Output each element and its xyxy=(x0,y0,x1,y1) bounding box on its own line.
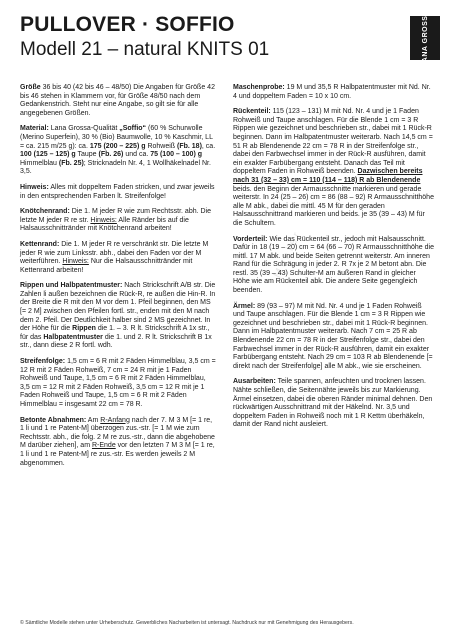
section-kettenrand xyxy=(20,241,216,275)
section-rippen xyxy=(20,282,216,351)
kettenrand-label: Kettenrand: xyxy=(20,240,60,248)
maschenprobe-text: 19 M und 35,5 R Halbpatentmuster mit Nd. Nr. 4 und doppeltem Faden = 10 x 10 cm. xyxy=(233,84,431,100)
streifenfolge-label: Streifenfolge: xyxy=(20,358,66,366)
right-column xyxy=(233,84,434,437)
material-text: ; Stricknadeln Nr. 4, 1 Wollhäkelnadel Nr. 3,5. xyxy=(20,159,211,176)
section-betonte-abnahmen xyxy=(20,417,216,469)
groesse-label: Größe xyxy=(20,84,41,91)
vorderteil-text: Wie das Rückenteil str., jedoch mit Halsausschnitt. Dafür in 18 (19 – 20) cm = 64 (66 – 70) R Armausschnitthöhe die mittl. 17 M abk. und beide Seiten getrennt weiterstr. Am inneren Rand für die Schrägung in jeder 2. R 7x je 2 M betont abn. Die restl. 35 (39 – 43) Schulter-M am äußeren Rand in gleicher Höhe wie am Rückenteil abk. Die andere Seite gegengleich beenden. xyxy=(233,235,434,295)
rippen-term: Rippen xyxy=(72,325,96,333)
rippen-label: Rippen und Halbpatentmuster: xyxy=(20,282,123,290)
section-groesse xyxy=(20,84,216,118)
betonte-abnahmen-label: Betonte Abnahmen: xyxy=(20,416,87,424)
rippen-text: die 1. und 2. R lt. Strickschrift B 1x str., dann diese 2 R fortl. wdh. xyxy=(20,333,212,350)
section-ausarbeiten xyxy=(233,378,434,430)
material-text: (60 % Schurwolle (Merino Superfein), 30 % (Bio) Baumwolle, 10 % Kaschmir, LL = ca. 215 m/25 g): ca. xyxy=(20,125,213,150)
hinweis-label: Hinweis: xyxy=(20,183,49,191)
knoetchenrand-text: Die 1. M jeder R wie zum Rechtsstr. abh. Die letzte M jeder R re str. xyxy=(20,208,211,224)
kettenrand-text: Die 1. M jeder R re verschränkt str. Die letzte M jeder R wie zum Linksstr. abh., dabei den Faden vor der M weiterführen. xyxy=(20,240,209,266)
knoetchenrand-text: Alle Ränder bis auf die Halsausschnittränder mit Knötchenrand arbeiten! xyxy=(20,216,189,233)
betonte-text: vor den letzten 7 M 3 M [= 1 re, 1 li und 1 re Patent-M] re zus.-str. Es werden jeweils 2 M abgenommen. xyxy=(20,442,215,467)
material-color: (Fb. 25) xyxy=(58,159,84,167)
copyright-footer: © Sämtliche Modelle stehen unter Urheberschutz. Gewerbliches Nacharbeiten ist untersagt. Nachdruck nur mit Genehmigung des Herausgebers. xyxy=(20,620,354,626)
section-hinweis xyxy=(20,184,216,201)
material-quality: „Soffio“ xyxy=(119,125,147,133)
material-text: , ca. xyxy=(201,142,216,150)
material-amount: 100 (125 – 125) g xyxy=(20,151,76,159)
betonte-term: R-Ende xyxy=(91,442,116,450)
rippen-text: Nach Strickschrift A/B str. Die Zahlen li außen bezeichnen die Rück-R, re außen die Hin-R. In der Breite die R mit den M vor dem 1. Pfeil beginnen, den MS [= 2 M] zwischen den Pfeilen fortl. str., enden mit den M nach dem 2. Pfeil. Der Deutlichkeit halber sind 2 MS gezeichnet. In der Höhe für die xyxy=(20,282,216,333)
betonte-text: nach der 7. M 3 M [= 1 re, 1 li und 1 re Patent-M] überzogen zus.-str. [= 1 M wie zum Rechtsstr. abh., die folg. 2 M re zus.-str., dann die abgehobene M darüber ziehen], am xyxy=(20,416,215,450)
section-knoetchenrand xyxy=(20,208,216,234)
section-material xyxy=(20,125,216,177)
groesse-text: 36 bis 40 (42 bis 46 – 48/50) Die Angaben für Größe 42 bis 46 stehen in Klammern vor, für Größe 48/50 nach dem Gedankenstrich. Steht nur eine Angabe, so gilt sie für alle angegebenen Größen. xyxy=(20,84,215,117)
section-streifenfolge xyxy=(20,358,216,410)
vorderteil-label: Vorderteil: xyxy=(233,235,268,243)
maschenprobe-label: Maschenprobe: xyxy=(233,84,285,91)
logo-text: LANA GROSSA xyxy=(421,9,429,67)
page-header xyxy=(20,9,440,76)
material-amount: 75 (100 – 100) g xyxy=(150,151,203,159)
material-text: Lana Grossa-Qualität xyxy=(48,125,120,133)
material-text: und ca. xyxy=(123,151,151,159)
material-text: Taupe xyxy=(75,151,99,159)
material-color: (Fb. 18) xyxy=(177,142,202,150)
section-aermel xyxy=(233,303,434,372)
section-maschenprobe xyxy=(233,84,434,101)
material-text: Rohweiß xyxy=(145,142,178,150)
knoetchenrand-note-label: Hinweis: xyxy=(90,216,117,224)
section-rueckenteil xyxy=(233,108,434,228)
left-column xyxy=(20,84,216,475)
streifenfolge-text: 1,5 cm = 6 R mit 2 Fäden Himmelblau, 3,5 cm = 12 R mit 2 Fäden Rohweiß, 7 cm = 24 R mit je 1 Faden Rohweiß und Taupe, 1,5 cm = 6 R mit 2 Fäden Himmelblau, 3,5 cm = 12 R mit 2 Fäden Rohweiß, 3,5 cm = 12 R mit je 1 Faden Rohweiß und Taupe, 1,5 cm = 6 R mit 2 Fäden Himmelblau = insgesamt 22 cm = 78 R. xyxy=(20,358,216,408)
rippen-text: die 1. – 3. R lt. Strickschrift A 1x str., für das xyxy=(20,325,210,341)
knoetchenrand-label: Knötchenrand: xyxy=(20,208,70,216)
material-amount: 175 (200 – 225) g xyxy=(89,142,146,150)
betonte-text: Am xyxy=(86,416,101,424)
material-color: (Fb. 26) xyxy=(98,151,124,159)
aermel-text: 89 (93 – 97) M mit Nd. Nr. 4 und je 1 Faden Rohweiß und Taupe anschlagen. Für die Blende 1 cm = 3 R Rippen wie gezeichnet und beschrieben str., dabei mit 1 Rück-R beginnen. Dann im Halbpatentmuster weiterarb. Nach 7 cm = 25 R ab Blendenende 22 cm = 78 R in der Streifenfolge str., dabei den Farbwechsel immer in der Rück-R ausführen, damit ein exakter Farbübergang entsteht. Nach 29 cm = 103 R ab Blendenende [= direkt nach der Streifenfolge] alle M abk., wie sie erscheinen. xyxy=(233,302,433,370)
page-subtitle: Modell 21 – natural KNITS 01 xyxy=(20,39,270,60)
material-text: Himmelblau xyxy=(20,159,59,167)
hinweis-text: Alles mit doppeltem Faden stricken, und zwar jeweils in den entsprechenden Farben lt. Streifenfolge! xyxy=(20,183,215,200)
betonte-term: R-Anfang xyxy=(100,416,130,424)
watermark: Muster xyxy=(271,228,305,280)
material-label: Material: xyxy=(20,125,49,133)
rueckenteil-text: beids. den Beginn der Armausschnitte markieren und gerade weiterstr. In 24 (25 – 26) cm = 86 (88 – 92) R Armausschnitthöhe alle M abk., dabei die mittl. 45 M für den geraden Halsausschnittrand markieren und beids. je 35 (39 – 43) M für die Schultern. xyxy=(233,185,434,227)
kettenrand-note-label: Hinweis: xyxy=(62,258,89,266)
lana-grossa-logo xyxy=(410,9,440,67)
kettenrand-text: Nur die Halsausschnittränder mit Kettenrand arbeiten! xyxy=(20,258,193,274)
section-vorderteil xyxy=(233,236,434,296)
page-title: PULLOVER · SOFFIO xyxy=(20,13,235,36)
rueckenteil-highlight: Dazwischen bereits nach 31 (32 – 33) cm = 110 (114 – 118) R ab Blendenende xyxy=(233,168,423,184)
halbpatent-term: Halbpatentmuster xyxy=(43,333,103,341)
ausarbeiten-text: Teile spannen, anfeuchten und trocknen lassen. Nähte schließen, die Seitennähte jeweils bis zur Markierung. Ärmel einsetzen, dabei die oberen Ränder minimal dehnen. Den rückwärtigen Ausschnittrand mit der Häkelnd. Nr. 3,5 und doppeltem Faden in Rohweiß noch mit 1 R Kettm überhäkeln, damit der Rand nicht ausleiert. xyxy=(233,378,433,429)
rueckenteil-text: 115 (123 – 131) M mit Nd. Nr. 4 und je 1 Faden Rohweiß und Taupe anschlagen. Für die Blende 1 cm = 3 R Rippen wie gezeichnet und beschrieben str., dabei mit 1 Rück-R beginnen. Dann im Halbpatentmuster weiterarb. Nach 14,5 cm = 51 R ab Blendenende 22 cm = 78 R in der Streifenfolge str., dabei den Farbwechsel immer in der Rück-R ausführen, damit ein exakter Farbübergang entsteht. Danach das Teil mit doppeltem Faden in Rohweiß beenden. xyxy=(233,108,433,176)
rueckenteil-label: Rückenteil: xyxy=(233,108,271,116)
ausarbeiten-label: Ausarbeiten: xyxy=(233,378,276,386)
aermel-label: Ärmel: xyxy=(233,302,256,310)
